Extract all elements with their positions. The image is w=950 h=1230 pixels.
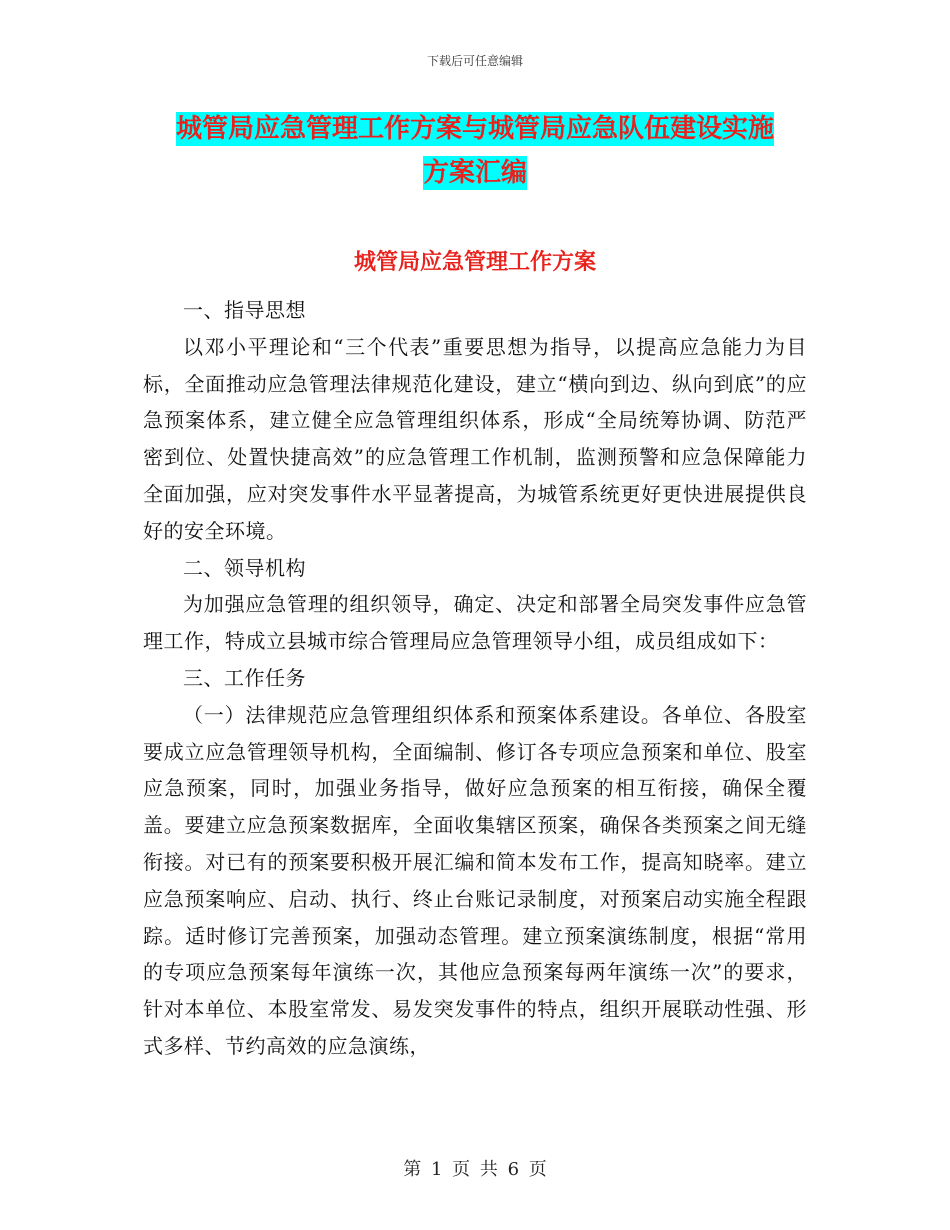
page-header: 下载后可任意编辑 <box>426 54 523 68</box>
document-title-text-1: 城管局应急管理工作方案与城管局应急队伍建设实施 <box>175 114 774 144</box>
page-footer: 第 1 页 共 6 页 <box>403 1159 547 1180</box>
paragraph-guiding-thought: 以邓小平理论和“三个代表”重要思想为指导，以提高应急能力为目标，全面推动应急管理法律规范化建设，建立“横向到边、纵向到底”的应急预案体系，建立健全应急管理组织体系，形成“全局统筹协调、防范严密到位、处置快捷高效”的应急管理工作机制，监测预警和应急保障能力全面加强，应对突发事件水平显著提高，为城管系统更好更快进展提供良好的安全环境。 <box>143 334 807 543</box>
document-title-text-2: 方案汇编 <box>422 158 527 188</box>
heading-guiding-thought: 一、指导思想 <box>183 298 306 322</box>
document-title-line-2 <box>150 148 800 198</box>
document-body <box>143 292 807 1065</box>
heading-tasks: 三、工作任务 <box>183 665 306 690</box>
heading-leadership: 二、领导机构 <box>183 555 306 580</box>
document-title-line-1 <box>150 104 800 154</box>
paragraph-tasks-1: （一）法律规范应急管理组织体系和预案体系建设。各单位、各股室要成立应急管理领导机构，全面编制、修订各专项应急预案和单位、股室应急预案，同时，加强业务指导，做好应急预案的相互衔接，确保全覆盖。要建立应急预案数据库，全面收集辖区预案，确保各类预案之间无缝衔接。对已有的预案要积极开展汇编和简本发布工作，提高知晓率。建立应急预案响应、启动、执行、终止台账记录制度，对预案启动实施全程跟踪。适时修订完善预案，加强动态管理。建立预案演练制度，根据“常用的专项应急预案每年演练一次，其他应急预案每两年演练一次”的要求，针对本单位、本股室常发、易发突发事件的特点，组织开展联动性强、形式多样、节约高效的应急演练， <box>143 702 807 1058</box>
paragraph-leadership: 为加强应急管理的组织领导，确定、决定和部署全局突发事件应急管理工作，特成立县城市综合管理局应急管理领导小组，成员组成如下： <box>143 592 807 654</box>
section-title: 城管局应急管理工作方案 <box>353 250 596 275</box>
